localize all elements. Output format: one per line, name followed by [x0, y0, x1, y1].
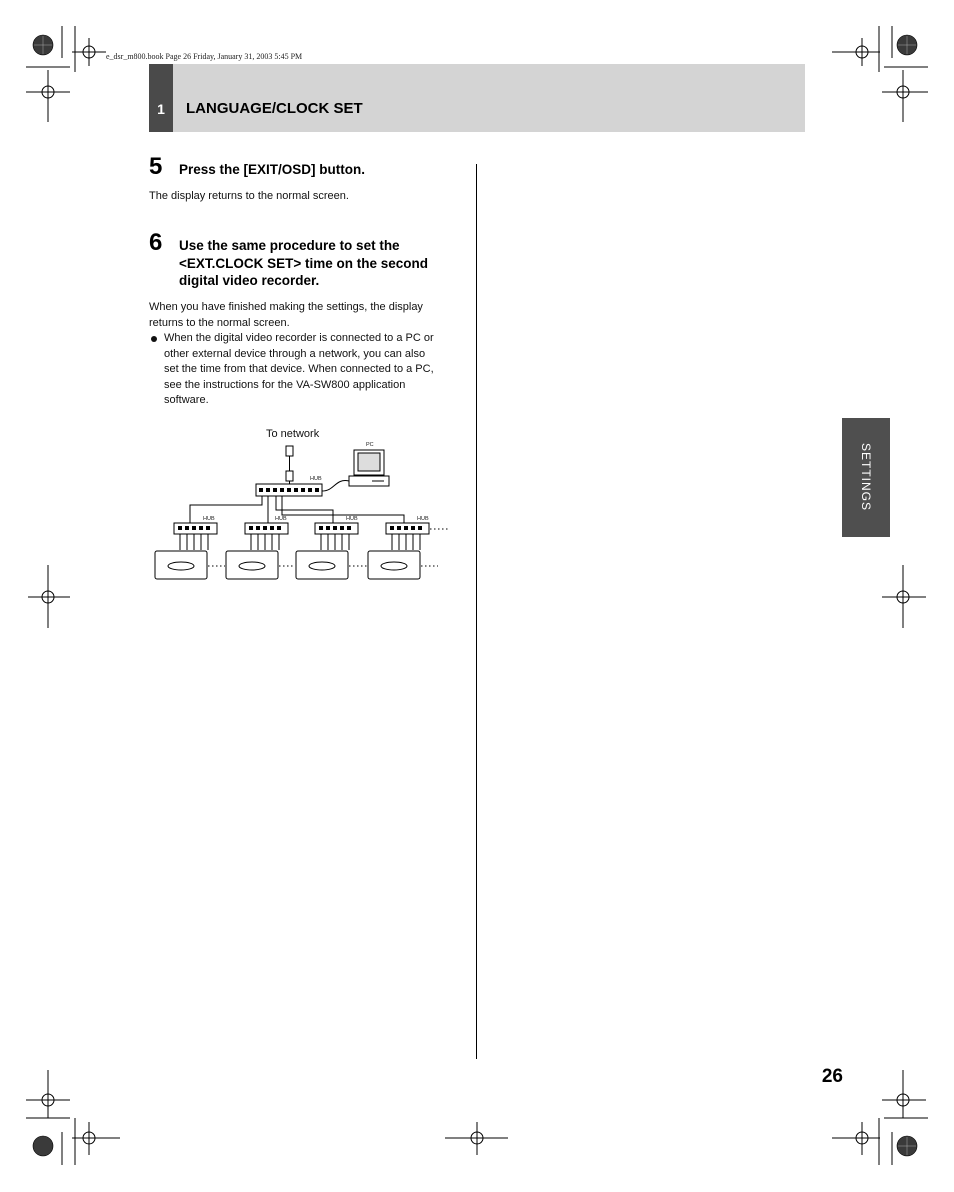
bullet-line: see the instructions for the VA-SW800 application	[164, 378, 406, 391]
section-title: LANGUAGE/CLOCK SET	[186, 100, 363, 117]
side-tab-label: SETTINGS	[859, 443, 873, 512]
step-5-number: 5	[149, 153, 163, 180]
bullet-line: When the digital video recorder is connected to a PC or	[164, 332, 434, 344]
step-6-title-line: Use the same procedure to set the	[179, 238, 400, 253]
chapter-number: 1	[157, 101, 165, 117]
hub-label-main: HUB	[310, 476, 322, 482]
step-6-title-line: <EXT.CLOCK SET> time on the second	[179, 255, 429, 271]
step-6-body-line: When you have finished making the settings, the display	[149, 301, 423, 313]
hub-label: HUB	[346, 516, 358, 522]
bullet-line: other external device through a network, you can also	[164, 347, 426, 360]
column-divider	[476, 164, 477, 1059]
page-number: 26	[821, 1066, 843, 1087]
hub-label: HUB	[275, 516, 287, 522]
hub-label: HUB	[203, 516, 215, 522]
bullet-line: software.	[164, 394, 209, 406]
hub-label: HUB	[417, 516, 429, 522]
file-info-line: e_dsr_m800.book Page 26 Friday, January 31, 2003 5:45 PM	[106, 52, 303, 61]
bullet-line: set the time from that device. When connected to a PC,	[164, 363, 434, 375]
step-6-number: 6	[149, 229, 163, 256]
step-6-body-line: returns to the normal screen.	[149, 316, 290, 329]
step-6-title-line: digital video recorder.	[179, 273, 320, 288]
to-network-label: To network	[266, 428, 320, 440]
step-5-title: Press the [EXIT/OSD] button.	[179, 162, 366, 177]
pc-label: PC	[366, 442, 374, 448]
step-5-body: The display returns to the normal screen.	[149, 190, 349, 202]
